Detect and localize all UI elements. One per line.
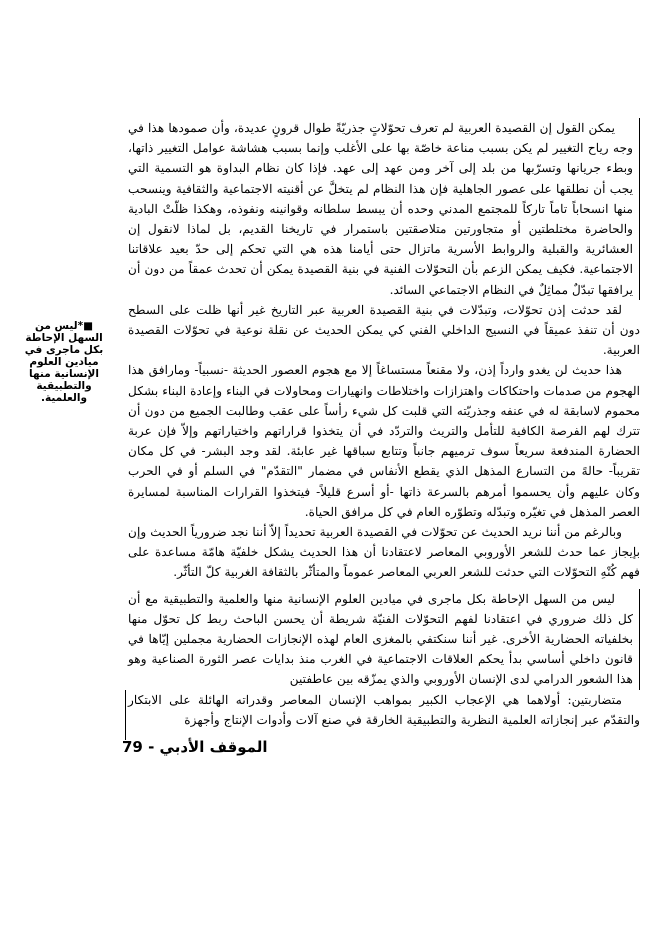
paragraph-3: هذا حديث لن يغدو وارداً إذن، ولا مقنعاً مستساغاً إلا مع هجوم العصور الحديثة -نسبياً- ومارافق هذا الهجوم من صدمات واحتكاكات واهتزازات واختلاطات وانهيارات ومحاولات في البناء وإعادة البناء بشكل محموم لاسابقة له في عنفه وجذريّته التي قلبت كل شيء رأساً على عقب وطالبت الجميع من دون أن تترك لهم الفرصة الكافية للتأمل والتريث والتردّد في أن يتخذوا قراراتهم واختياراتهم وإلاّ فإن عربة الحضارة المندفعة سريعاً سوف ترميهم جانباً وتتابع سباقها غير عابئة. لقد وجد البشر- في كل مكان تقريباً- حالهً من التسارع المذهل الذي يقطع الأنفاس في مضمار "التقدّم" في السلم أو في الحرب وكان عليهم وأن يحسموا أمرهم بالسرعة ذاتها -أو أسرع قليلاً- فيتخذوا القرارات المناسبة لمسايرة العصر المذهل في تغيّره وتبدّله وتطوّره العام في كل مرافق الحياة.	[128, 363, 640, 519]
pull-quote: ■*ليس من السهل الإحاطة بكل ماجرى في ميادين العلوم الإنسانية منها والتطبيقية والعلمية.	[24, 320, 104, 404]
page-footer: الموقف الأدبي - 79	[122, 738, 268, 756]
paragraph-4: وبالرغم من أننا نريد الحديث عن تحوّلات في القصيدة العربية تحديداً إلاّ أننا نجد ضرورياً الحديث وإن بإيجاز عما حدث للشعر الأوروبي المعاصر لاعتقادنا أن هذا الحديث يشكل خلفيّة هامّة مساعدة على فهم كُنْهِ التحوّلات التي حدثت للشعر العربي المعاصر عموماً والمتأثّر بالثقافة الغربية كلّ التأثّر.	[128, 525, 640, 580]
paragraph-6: متضاربتين: أولاهما هي الإعجاب الكبير بمواهب الإنسان المعاصر وقدراته الهائلة على الابتكار والتقدّم عبر إنجازاته العلمية النظرية والتطبيقية الخارقة في صنع آلات وأدوات الإنتاج وأجهزة	[128, 692, 640, 727]
paragraph-5: ليس من السهل الإحاطة بكل ماجرى في ميادين العلوم الإنسانية منها والعلمية والتطبيقية مع أن كل ذلك ضروري في اعتقادنا لفهم التحوّلات الفنيّة شريطة أن يحسن الباحث ربط كل تحوّل منها بخلفياته الحضارية الأخرى. غير أننا سنكتفي بالمغزى العام لهذه الإنجازات الحضارية مجملين إيّاها في قانون داخلي أساسي بدأ يحكم العلاقات الاجتماعية في الغرب منذ بدايات عصر الثورة الصناعية وهو هذا الشعور الدرامي لدى الإنسان الأوروبي والذي يمزّقه بين عاطفتين	[128, 589, 640, 690]
paragraph-1: يمكن القول إن القصيدة العربية لم تعرف تحوّلاتٍ جذريّةً طوال قرونٍ عديدة، وأن صمودها هذا في وجه رياح التغيير لم يكن بسبب مناعة خاصّة بها على الأغلب وإنما بسبب هشاشة عوامل التغيير ذاتها، وبطء جريانها وتسرّبها من بلد إلى آخر ومن عهد إلى عهد. فإذا كان نظام البداوة هو التسمية التي يجب أن نطلقها على عصور الجاهلية فإن هذا النظام لم يتخلَّ عن أقنيته الاجتماعية والثقافية وينسحب منها انسحاباً تاماً تاركاً للمجتمع المدني وحده أن يبسط سلطانه وقوانينه ونفوذه، وهكذا ظلّتْ البادية والحاضرة مختلطتين أو متجاورتين متلاصقتين باستمرار في تاريخنا القديم، بل لماذا لانقول إن العشائرية والقبلية والروابط الأسرية ماتزال حتى أيامنا هذه هي التي تحكم إلى حدّ بعيد علاقاتنا الاجتماعية. فكيف يمكن الزعم بأن التحوّلات الفنية في بنية القصيدة يمكن أن تحدث عمقاً من دون أن يرافقها تبدّلٌ مماثِلٌ في النظام الاجتماعي السائد.	[128, 118, 640, 300]
paragraph-2: لقد حدثت إذن تحوّلات، وتبدّلات في بنية القصيدة العربية عبر التاريخ غير أنها ظلت على السطح دون أن تنفذ عميقاً في النسيج الداخلي الفني كي يمكن الحديث عن نقلة نوعية في تحوّلات القصيدة العربية.	[128, 302, 640, 358]
column-rule	[125, 690, 126, 740]
article-body	[128, 118, 640, 730]
